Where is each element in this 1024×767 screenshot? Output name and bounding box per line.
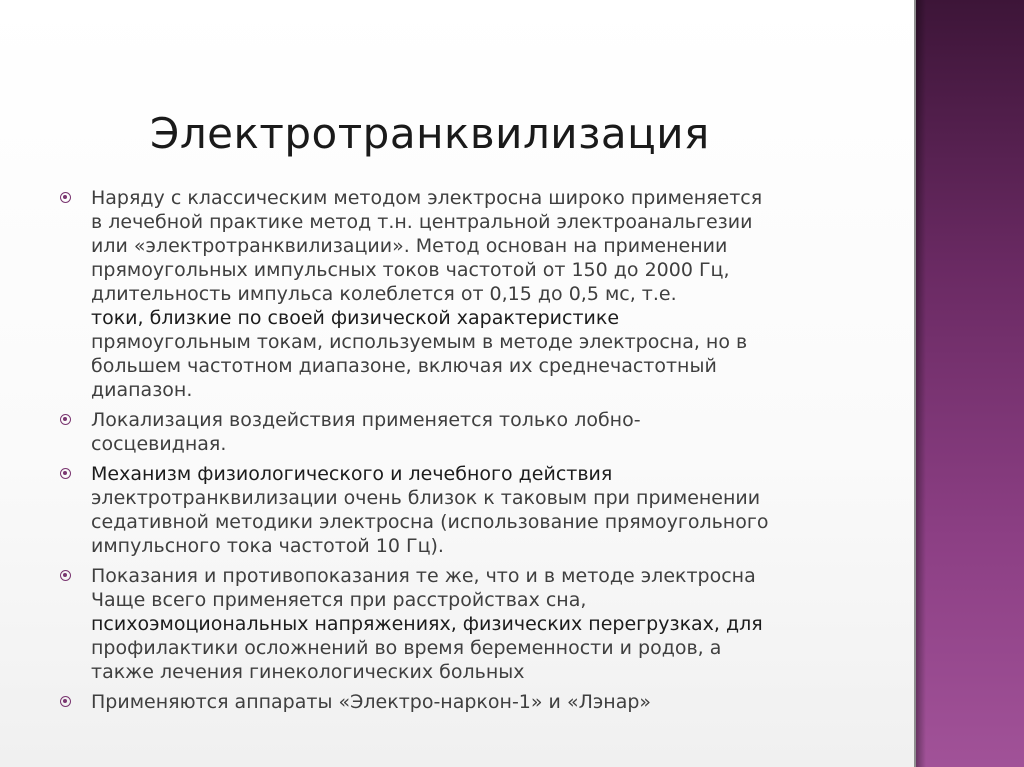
bullet-text-line: прямоугольных импульсных токов частотой от 150 до 2000 Гц, [91, 259, 730, 281]
bullet-item-method [58, 186, 858, 402]
decorative-side-band [914, 0, 1024, 767]
bullet-text-line: в лечебной практике метод т.н. центральной электроанальгезии [91, 211, 753, 233]
slide-title: Электротранквилизация [150, 109, 710, 158]
bullet-item-mechanism [58, 462, 858, 558]
circle-dot-bullet-icon [60, 414, 71, 425]
bullet-text-line: седативной методики электросна (использование прямоугольного [91, 511, 769, 533]
bullet-text-line: профилактики осложнений во время беременности и родов, а [91, 637, 722, 659]
bullet-text-line: Наряду с классическим методом электросна широко применяется [91, 187, 763, 209]
bullet-text-line: прямоугольным токам, используемым в методе электросна, но в [91, 331, 748, 353]
bullet-text-line: Применяются аппараты «Электро-наркон-1» и «Лэнар» [91, 691, 652, 713]
circle-dot-bullet-icon [60, 696, 71, 707]
bullet-text-line: Показания и противопоказания те же, что и в методе электросна [91, 565, 756, 587]
bullet-item-indications [58, 564, 858, 684]
bullet-text-line: психоэмоциональных напряжениях, физических перегрузках, для [91, 613, 763, 635]
bullet-text-line: Механизм физиологического и лечебного действия [91, 463, 613, 485]
bullet-text-line: Чаще всего применяется при расстройствах сна, [91, 589, 587, 611]
side-band-shadow [916, 0, 926, 767]
circle-dot-bullet-icon [60, 570, 71, 581]
circle-dot-bullet-icon [60, 468, 71, 479]
bullet-item-localization [58, 408, 858, 456]
bullet-text-line: диапазон. [91, 379, 193, 401]
bullet-text-line: токи, близкие по своей физической характеристике [91, 307, 620, 329]
bullet-item-devices [58, 690, 858, 714]
bullet-text-line: или «электротранквилизации». Метод основан на применении [91, 235, 728, 257]
circle-dot-bullet-icon [60, 192, 71, 203]
bullet-text-line: Локализация воздействия применяется только лобно- [91, 409, 641, 431]
bullet-text-line: большем частотном диапазоне, включая их среднечастотный [91, 355, 717, 377]
bullet-text-line: электротранквилизации очень близок к таковым при применении [91, 487, 761, 509]
bullet-text-line: также лечения гинекологических больных [91, 661, 525, 683]
bullet-text-line: сосцевидная. [91, 433, 227, 455]
bullet-text-line: импульсного тока частотой 10 Гц). [91, 535, 444, 557]
bullet-text-line: длительность импульса колеблется от 0,15 до 0,5 мс, т.е. [91, 283, 677, 305]
bullet-list [58, 186, 858, 720]
